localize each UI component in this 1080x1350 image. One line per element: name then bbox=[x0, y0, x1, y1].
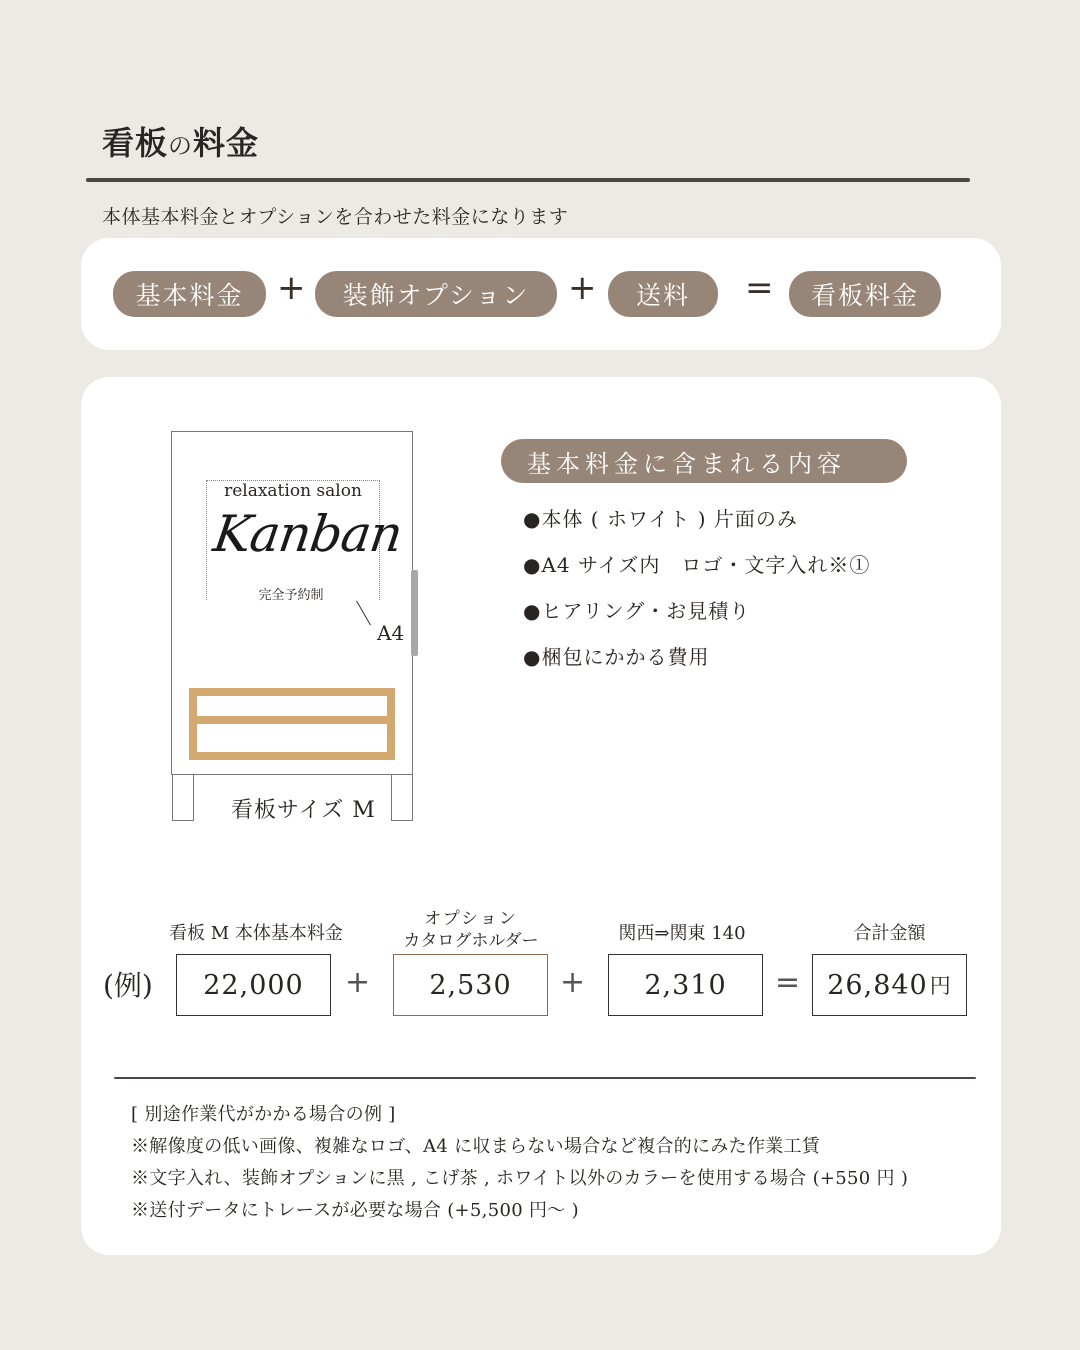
rack-bar bbox=[197, 716, 387, 724]
page-title: 看板の料金 bbox=[102, 124, 260, 162]
note-item: ※文字入れ、装飾オプションに黒 , こげ茶 , ホワイト以外のカラーを使用する場合 (+550 円 ) bbox=[131, 1168, 909, 1189]
list-item: ●本体 ( ホワイト ) 片面のみ bbox=[523, 507, 798, 531]
equals-sign: = bbox=[745, 268, 774, 308]
equals-sign: = bbox=[775, 965, 801, 1000]
signboard-leg-right bbox=[391, 774, 413, 821]
example-mark: (例) bbox=[103, 969, 153, 1002]
formula-basic-fee: 基本料金 bbox=[113, 271, 266, 317]
reservation-text: 完全予約制 bbox=[258, 588, 324, 603]
total-amount: 26,840 bbox=[827, 969, 928, 1001]
currency-unit: 円 bbox=[929, 974, 952, 998]
formula-signboard-fee: 看板料金 bbox=[789, 271, 941, 317]
brand-logo: Kanban bbox=[209, 505, 406, 563]
caption-base-fee: 看板 M 本体基本料金 bbox=[169, 923, 343, 944]
catalog-rack bbox=[189, 688, 395, 760]
subtitle: 本体基本料金とオプションを合わせた料金になります bbox=[102, 206, 569, 228]
title-divider bbox=[86, 178, 970, 182]
caption-option: オプション bbox=[424, 909, 518, 929]
note-item: ※送付データにトレースが必要な場合 (+5,500 円～ ) bbox=[131, 1200, 579, 1221]
plus-sign: + bbox=[568, 268, 597, 308]
caption-shipping: 関西⇒関東 140 bbox=[618, 923, 746, 944]
notes-divider bbox=[114, 1077, 976, 1079]
plus-sign: + bbox=[560, 965, 586, 1000]
formula-decoration-option: 装飾オプション bbox=[315, 271, 557, 317]
note-item: ※解像度の低い画像、複雑なロゴ、A4 に収まらない場合など複合的にみた作業工賃 bbox=[131, 1136, 821, 1157]
value-option: 2,530 bbox=[393, 954, 548, 1016]
list-item: ●A4 サイズ内 ロゴ・文字入れ※① bbox=[523, 553, 871, 577]
salon-name: relaxation salon bbox=[224, 481, 362, 501]
plus-sign: + bbox=[277, 268, 306, 308]
signboard-leg-left bbox=[172, 774, 194, 821]
included-heading: 基本料金に含まれる内容 bbox=[501, 439, 907, 483]
notes bbox=[131, 1099, 908, 1227]
value-base-fee: 22,000 bbox=[176, 954, 331, 1016]
value-shipping: 2,310 bbox=[608, 954, 763, 1016]
main-card bbox=[81, 377, 1001, 1255]
list-item: ●梱包にかかる費用 bbox=[523, 645, 710, 669]
list-item: ●ヒアリング・お見積り bbox=[523, 599, 751, 623]
plus-sign: + bbox=[345, 965, 371, 1000]
value-total bbox=[812, 954, 967, 1016]
caption-total: 合計金額 bbox=[853, 923, 926, 944]
included-list bbox=[523, 503, 870, 687]
signboard-size-label: 看板サイズ M bbox=[231, 798, 376, 823]
a4-label: A4 bbox=[377, 621, 405, 645]
signboard-side bbox=[411, 570, 418, 656]
formula-shipping: 送料 bbox=[608, 271, 718, 317]
note-heading: [ 別途作業代がかかる場合の例 ] bbox=[131, 1104, 396, 1125]
formula-card bbox=[81, 238, 1001, 350]
caption-catalog-holder: カタログホルダー bbox=[403, 931, 539, 951]
